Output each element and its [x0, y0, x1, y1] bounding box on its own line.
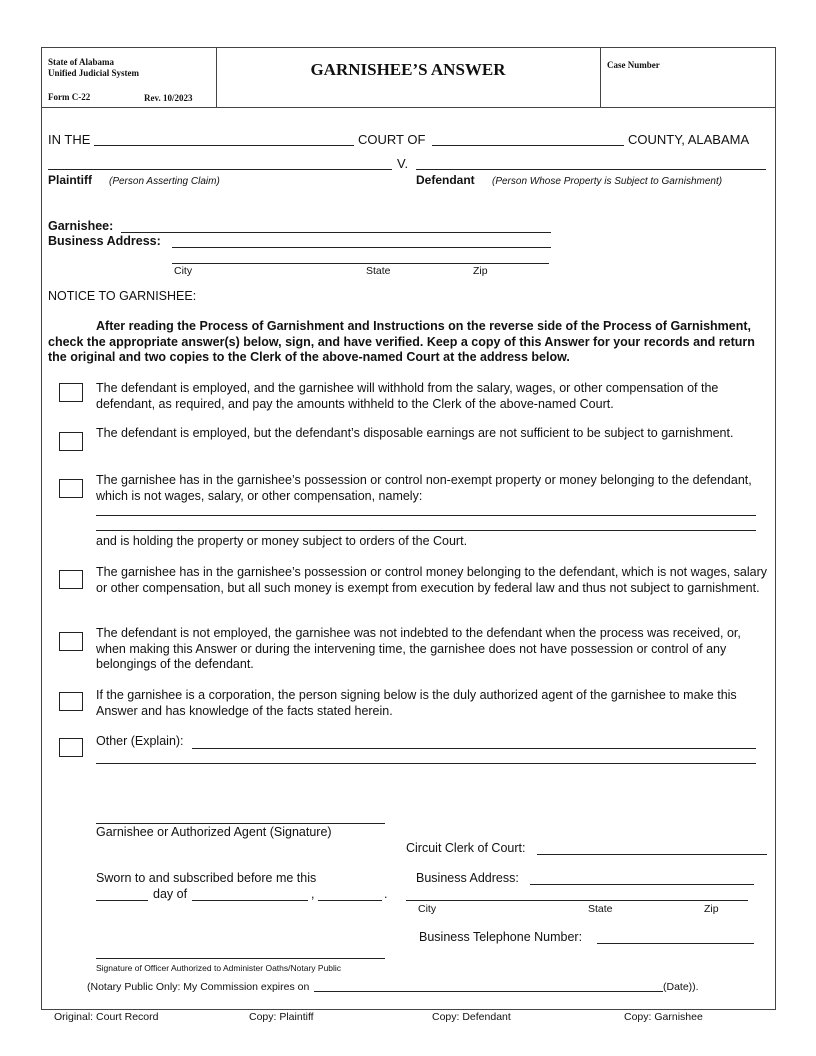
system-label: Unified Judicial System: [48, 68, 140, 78]
clerk-city-state-zip-field[interactable]: [406, 900, 748, 901]
agent-signature-field[interactable]: [96, 823, 385, 824]
option-checkbox-4[interactable]: [59, 570, 83, 589]
agent-signature-label: Garnishee or Authorized Agent (Signature): [96, 825, 332, 839]
commission-expires-field[interactable]: [314, 991, 663, 992]
garnishee-label: Garnishee:: [48, 219, 114, 233]
officer-signature-label: Signature of Officer Authorized to Administer Oaths/Notary Public: [96, 963, 342, 973]
other-explain-field[interactable]: [192, 748, 756, 749]
city-state-zip-field[interactable]: [172, 263, 549, 264]
in-the-label: IN THE: [48, 132, 91, 147]
footer-copy-defendant: Copy: Defendant: [432, 1011, 511, 1023]
telephone-field[interactable]: [597, 943, 754, 944]
form-title: GARNISHEE’S ANSWER: [310, 60, 506, 79]
circuit-clerk-field[interactable]: [537, 854, 767, 855]
garnishee-field[interactable]: [121, 232, 551, 233]
option-3-tail: and is holding the property or money subject to orders of the Court.: [96, 534, 468, 548]
clerk-business-address-field[interactable]: [530, 884, 754, 885]
option-text-6: If the garnishee is a corporation, the person signing below is the duly authorized agent of the garnishee to make this Answer and has knowledge of the facts stated herein.: [96, 688, 737, 718]
form-border: [41, 47, 776, 1010]
footer-copy-garnishee: Copy: Garnishee: [624, 1011, 703, 1023]
city-label: City: [174, 265, 193, 277]
defendant-note: (Person Whose Property is Subject to Garnishment): [492, 176, 723, 187]
option-text-5: The defendant is not employed, the garnishee was not indebted to the defendant when the process was received, or, when making this Answer or during the intervening time, the garnishee does not have possession or control of any belongings of the defendant.: [96, 626, 741, 671]
plaintiff-field[interactable]: [48, 169, 392, 170]
clerk-zip-label: Zip: [704, 903, 719, 915]
business-address-field[interactable]: [172, 247, 551, 248]
other-explain-line-2[interactable]: [96, 763, 756, 764]
county-alabama-label: COUNTY, ALABAMA: [628, 132, 750, 147]
option-text-1: The defendant is employed, and the garnishee will withhold from the salary, wages, or other compensation of the defendant, as required, and pay the amounts withheld to the Clerk of the above-named Court.: [96, 381, 719, 411]
sworn-day-field[interactable]: [96, 900, 148, 901]
option-checkbox-2[interactable]: [59, 432, 83, 451]
revision: Rev. 10/2023: [144, 93, 193, 103]
option-checkbox-1[interactable]: [59, 383, 83, 402]
plaintiff-label: Plaintiff: [48, 173, 92, 187]
period: .: [384, 887, 388, 901]
form-number: Form C-22: [48, 92, 91, 102]
court-of-label: COURT OF: [358, 132, 426, 147]
state-label: State of Alabama: [48, 57, 114, 67]
option-checkbox-5[interactable]: [59, 632, 83, 651]
option-checkbox-3[interactable]: [59, 479, 83, 498]
case-number-label: Case Number: [607, 60, 660, 70]
sworn-month-field[interactable]: [192, 900, 308, 901]
day-of-label: day of: [153, 887, 188, 901]
state-label: State: [366, 265, 391, 277]
header-divider: [41, 107, 775, 108]
header-col-divider: [600, 47, 601, 107]
option-text-other: Other (Explain):: [96, 734, 184, 748]
notary-label: (Notary Public Only: My Commission expires on: [87, 981, 310, 993]
option-text-4: The garnishee has in the garnishee’s possession or control money belonging to the defendant, which is not wages, salary or other compensation, but all such money is exempt from execution by federal law and thus not subject to garnishment.: [96, 565, 768, 595]
clerk-business-address-label: Business Address:: [416, 871, 519, 885]
plaintiff-note: (Person Asserting Claim): [109, 176, 220, 187]
defendant-label: Defendant: [416, 173, 475, 187]
sworn-year-field[interactable]: [318, 900, 382, 901]
footer-original: Original: Court Record: [54, 1011, 159, 1023]
date-label: (Date)).: [663, 981, 699, 993]
zip-label: Zip: [473, 265, 488, 277]
property-description-line-2[interactable]: [96, 530, 756, 531]
versus-label: V.: [397, 156, 409, 171]
footer-copy-plaintiff: Copy: Plaintiff: [249, 1011, 314, 1023]
defendant-field[interactable]: [416, 169, 766, 170]
option-text-3: The garnishee has in the garnishee’s possession or control non-exempt property or money belonging to the defendant, which is not wages, salary, or other compensation, namely:: [96, 473, 752, 503]
sworn-label: Sworn to and subscribed before me this: [96, 871, 317, 885]
notice-heading: NOTICE TO GARNISHEE:: [48, 289, 197, 303]
telephone-label: Business Telephone Number:: [419, 930, 583, 944]
court-name-field[interactable]: [94, 145, 354, 146]
option-text-2: The defendant is employed, but the defendant’s disposable earnings are not sufficient to be subject to garnishment.: [96, 426, 734, 440]
comma: ,: [311, 887, 315, 901]
business-address-label: Business Address:: [48, 234, 161, 248]
clerk-city-label: City: [418, 903, 437, 915]
officer-signature-field[interactable]: [96, 958, 385, 959]
circuit-clerk-label: Circuit Clerk of Court:: [406, 841, 526, 855]
county-field[interactable]: [432, 145, 624, 146]
property-description-line-1[interactable]: [96, 515, 756, 516]
clerk-state-label: State: [588, 903, 613, 915]
option-checkbox-6[interactable]: [59, 692, 83, 711]
option-checkbox-other[interactable]: [59, 738, 83, 757]
notice-instructions: After reading the Process of Garnishment and Instructions on the reverse side of the Process of Garnishment, check the appropriate answer(s) below, sign, and have verified. Keep a copy of this Answer for your records and return the original and two copies to the Clerk of the above-named Court at the address below.: [48, 319, 755, 364]
